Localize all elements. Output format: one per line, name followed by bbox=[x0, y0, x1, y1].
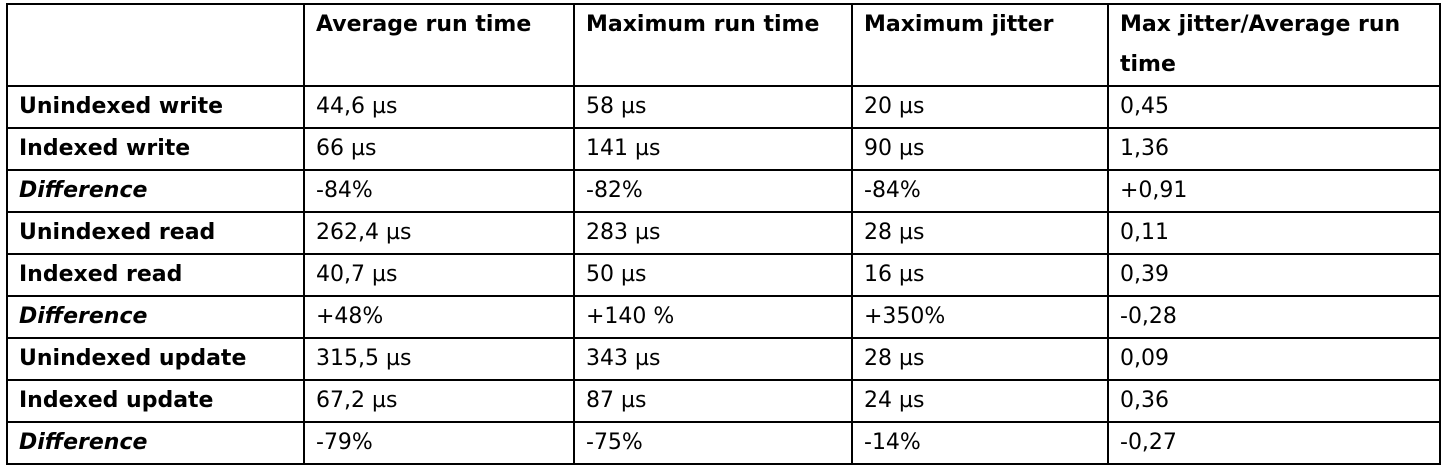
table-cell: 50 µs bbox=[574, 254, 852, 296]
row-label: Unindexed read bbox=[7, 212, 304, 254]
row-label: Indexed update bbox=[7, 380, 304, 422]
row-label: Indexed write bbox=[7, 128, 304, 170]
table-cell: 0,11 bbox=[1108, 212, 1440, 254]
table-row bbox=[7, 254, 1440, 296]
table-cell: +350% bbox=[852, 296, 1108, 338]
table-cell: 66 µs bbox=[304, 128, 574, 170]
table-cell: 28 µs bbox=[852, 338, 1108, 380]
table-cell: 0,09 bbox=[1108, 338, 1440, 380]
row-label: Unindexed update bbox=[7, 338, 304, 380]
row-label: Difference bbox=[7, 170, 304, 212]
table-row bbox=[7, 86, 1440, 128]
table-cell: 315,5 µs bbox=[304, 338, 574, 380]
table-cell: 262,4 µs bbox=[304, 212, 574, 254]
table-cell: 87 µs bbox=[574, 380, 852, 422]
table-cell: -75% bbox=[574, 422, 852, 464]
table-cell: -82% bbox=[574, 170, 852, 212]
header-cell-average-run-time: Average run time bbox=[304, 4, 574, 86]
row-label: Unindexed write bbox=[7, 86, 304, 128]
table-cell: -0,27 bbox=[1108, 422, 1440, 464]
table-row bbox=[7, 422, 1440, 464]
header-cell-maximum-jitter: Maximum jitter bbox=[852, 4, 1108, 86]
table-cell: 28 µs bbox=[852, 212, 1108, 254]
table-row bbox=[7, 128, 1440, 170]
table-cell: 0,36 bbox=[1108, 380, 1440, 422]
table-cell: 1,36 bbox=[1108, 128, 1440, 170]
header-row bbox=[7, 4, 1440, 86]
table-cell: -0,28 bbox=[1108, 296, 1440, 338]
table-cell: +140 % bbox=[574, 296, 852, 338]
table-cell: -14% bbox=[852, 422, 1108, 464]
table-cell: 0,45 bbox=[1108, 86, 1440, 128]
table-row bbox=[7, 296, 1440, 338]
table-cell: 67,2 µs bbox=[304, 380, 574, 422]
table-cell: 141 µs bbox=[574, 128, 852, 170]
table-cell: -84% bbox=[852, 170, 1108, 212]
header-cell-maximum-run-time: Maximum run time bbox=[574, 4, 852, 86]
table-cell: 90 µs bbox=[852, 128, 1108, 170]
header-cell-jitter-ratio: Max jitter/Average run time bbox=[1108, 4, 1440, 86]
table-cell: 16 µs bbox=[852, 254, 1108, 296]
table-cell: -79% bbox=[304, 422, 574, 464]
table-cell: 44,6 µs bbox=[304, 86, 574, 128]
table-cell: 40,7 µs bbox=[304, 254, 574, 296]
table-cell: +48% bbox=[304, 296, 574, 338]
table-row bbox=[7, 338, 1440, 380]
table-cell: 20 µs bbox=[852, 86, 1108, 128]
table-cell: 0,39 bbox=[1108, 254, 1440, 296]
table-cell: 58 µs bbox=[574, 86, 852, 128]
table-cell: 283 µs bbox=[574, 212, 852, 254]
row-label: Difference bbox=[7, 422, 304, 464]
table-row bbox=[7, 380, 1440, 422]
row-label: Indexed read bbox=[7, 254, 304, 296]
results-table bbox=[6, 3, 1441, 465]
table-cell: -84% bbox=[304, 170, 574, 212]
table-cell: +0,91 bbox=[1108, 170, 1440, 212]
table-cell: 343 µs bbox=[574, 338, 852, 380]
table-row bbox=[7, 170, 1440, 212]
row-label: Difference bbox=[7, 296, 304, 338]
table-row bbox=[7, 212, 1440, 254]
table-cell: 24 µs bbox=[852, 380, 1108, 422]
header-cell-corner bbox=[7, 4, 304, 86]
